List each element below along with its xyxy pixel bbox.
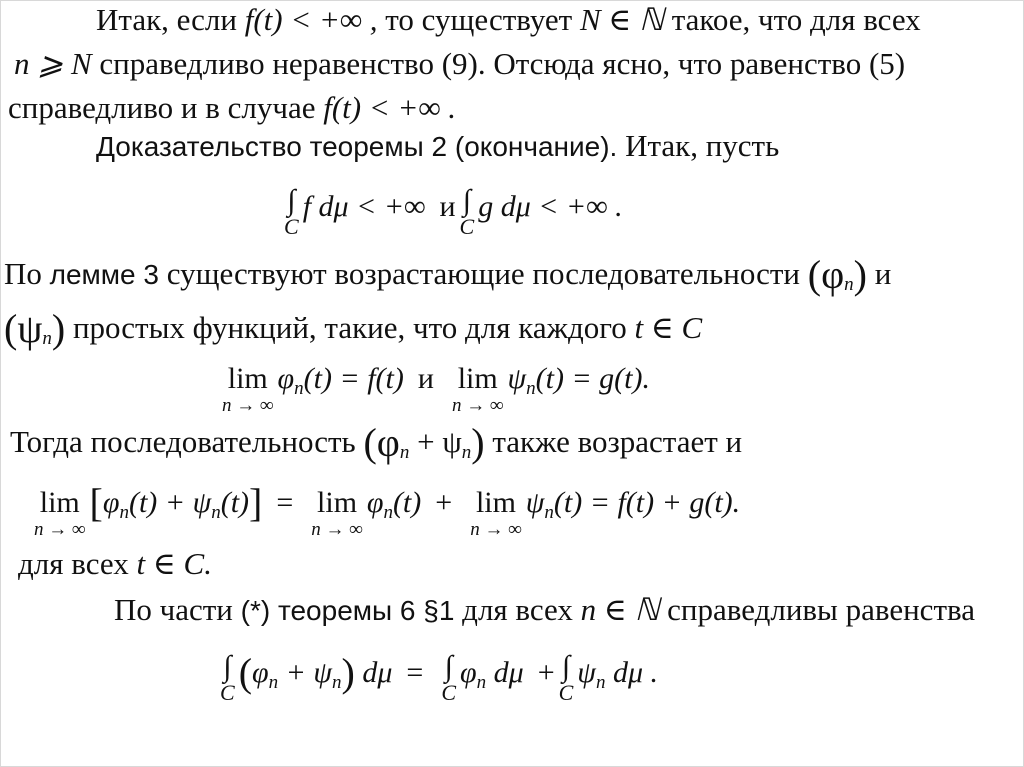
text: также возрастает и [484, 424, 743, 459]
formula-integrals-finite [280, 184, 623, 242]
formula-n-geq-N: n ⩾ N [14, 46, 92, 81]
text-line-7 [18, 546, 212, 582]
proof-heading-line [96, 128, 779, 165]
proof-heading: Доказательство теоремы 2 (окончание). [96, 131, 618, 162]
lim-operator: lim n → ∞ [470, 486, 522, 540]
text-line-8 [114, 592, 975, 629]
text-line-6 [10, 420, 743, 471]
lim-operator: lim n → ∞ [311, 486, 363, 540]
text: такое, что для всех [663, 2, 921, 37]
lim-operator: lim n → ∞ [451, 362, 504, 416]
formula-psi-seq: $(\psi_n)$ [4, 306, 66, 351]
text: простых функций, такие, что для каждого [65, 310, 635, 345]
plus: + [537, 656, 555, 689]
integral-f: f dμ < +∞ [302, 190, 426, 223]
text-line-5 [4, 306, 703, 357]
formula-phi-plus-psi: $(\varphi_n + \psi_n)$ [363, 420, 485, 465]
text: то существует [377, 2, 580, 37]
dmu: dμ . [612, 656, 658, 689]
text: Тогда последовательность [10, 424, 364, 459]
text: и [866, 256, 892, 291]
dmu: dμ [362, 656, 393, 689]
formula-sum-limits: lim n → ∞ $[\varphi_n(t) + \psi_n(t)]$ = lim n → ∞ $\varphi_n(t)$ + lim n → ∞ $\psi_n(t) = f(t) + g(t)$. [34, 480, 741, 540]
equals: = [406, 656, 424, 689]
formula-f-finite: f(t) < +∞ . [323, 90, 457, 125]
text-line-2 [14, 46, 905, 82]
integral-g: g dμ < +∞ . [478, 190, 623, 223]
phi-n-limit: $\varphi_n(t) = f(t)$ [277, 362, 404, 399]
formula-f-finite: f(t) < +∞ , [244, 2, 378, 37]
integral-sign: ∫ C [441, 650, 457, 705]
integral-sign: ∫ C [558, 650, 574, 705]
text: справедливо и в случае [8, 90, 324, 125]
text-and: и [439, 190, 456, 223]
formula-limits [218, 362, 650, 416]
text-line-3 [8, 90, 456, 126]
text: существуют возрастающие последовательности [158, 256, 808, 291]
formula-n-in-naturals: n ∈ ℕ [580, 592, 660, 627]
lim-operator: lim n → ∞ [222, 362, 274, 416]
text: справедливо неравенство (9). Отсюда ясно, что равенство (5) [91, 46, 906, 81]
text: По части [114, 592, 241, 627]
text: По [4, 256, 50, 291]
theorem-reference: (*) теоремы 6 §1 [240, 595, 455, 626]
text-line-1 [96, 2, 921, 38]
integral-sign: ∫ C [284, 184, 299, 239]
text: Итак, если [96, 2, 245, 37]
text-line-4 [4, 252, 892, 303]
integral-sign: ∫ C [459, 184, 475, 239]
formula-phi-seq: $(\varphi_n)$ [807, 252, 867, 297]
formula-t-in-C: t ∈ C. [136, 546, 212, 581]
psi-n-limit: $\psi_n(t) = g(t)$. [507, 362, 650, 399]
bracket: ] [249, 480, 263, 525]
lemma-reference: лемме 3 [49, 259, 159, 290]
dmu: dμ [493, 656, 524, 689]
text: для всех [18, 546, 137, 581]
formula-integral-sum: ∫ C $(\varphi_n + \psi_n) d\mu$ = ∫ C $\varphi_n$ dμ + ∫ C $\psi_n$ dμ . [220, 650, 658, 705]
text: справедливы равенства [659, 592, 975, 627]
formula-N-in-naturals: N ∈ ℕ [579, 2, 664, 37]
text: для всех [454, 592, 581, 627]
text: Итак, пусть [617, 128, 780, 163]
equals: = [276, 486, 294, 519]
text-and: и [417, 362, 434, 395]
integral-sign: ∫ C [220, 650, 235, 705]
formula-t-in-C: t ∈ C [634, 310, 703, 345]
plus: + [435, 486, 453, 519]
bracket: [ [89, 480, 103, 525]
lim-operator: lim n → ∞ [34, 486, 86, 540]
